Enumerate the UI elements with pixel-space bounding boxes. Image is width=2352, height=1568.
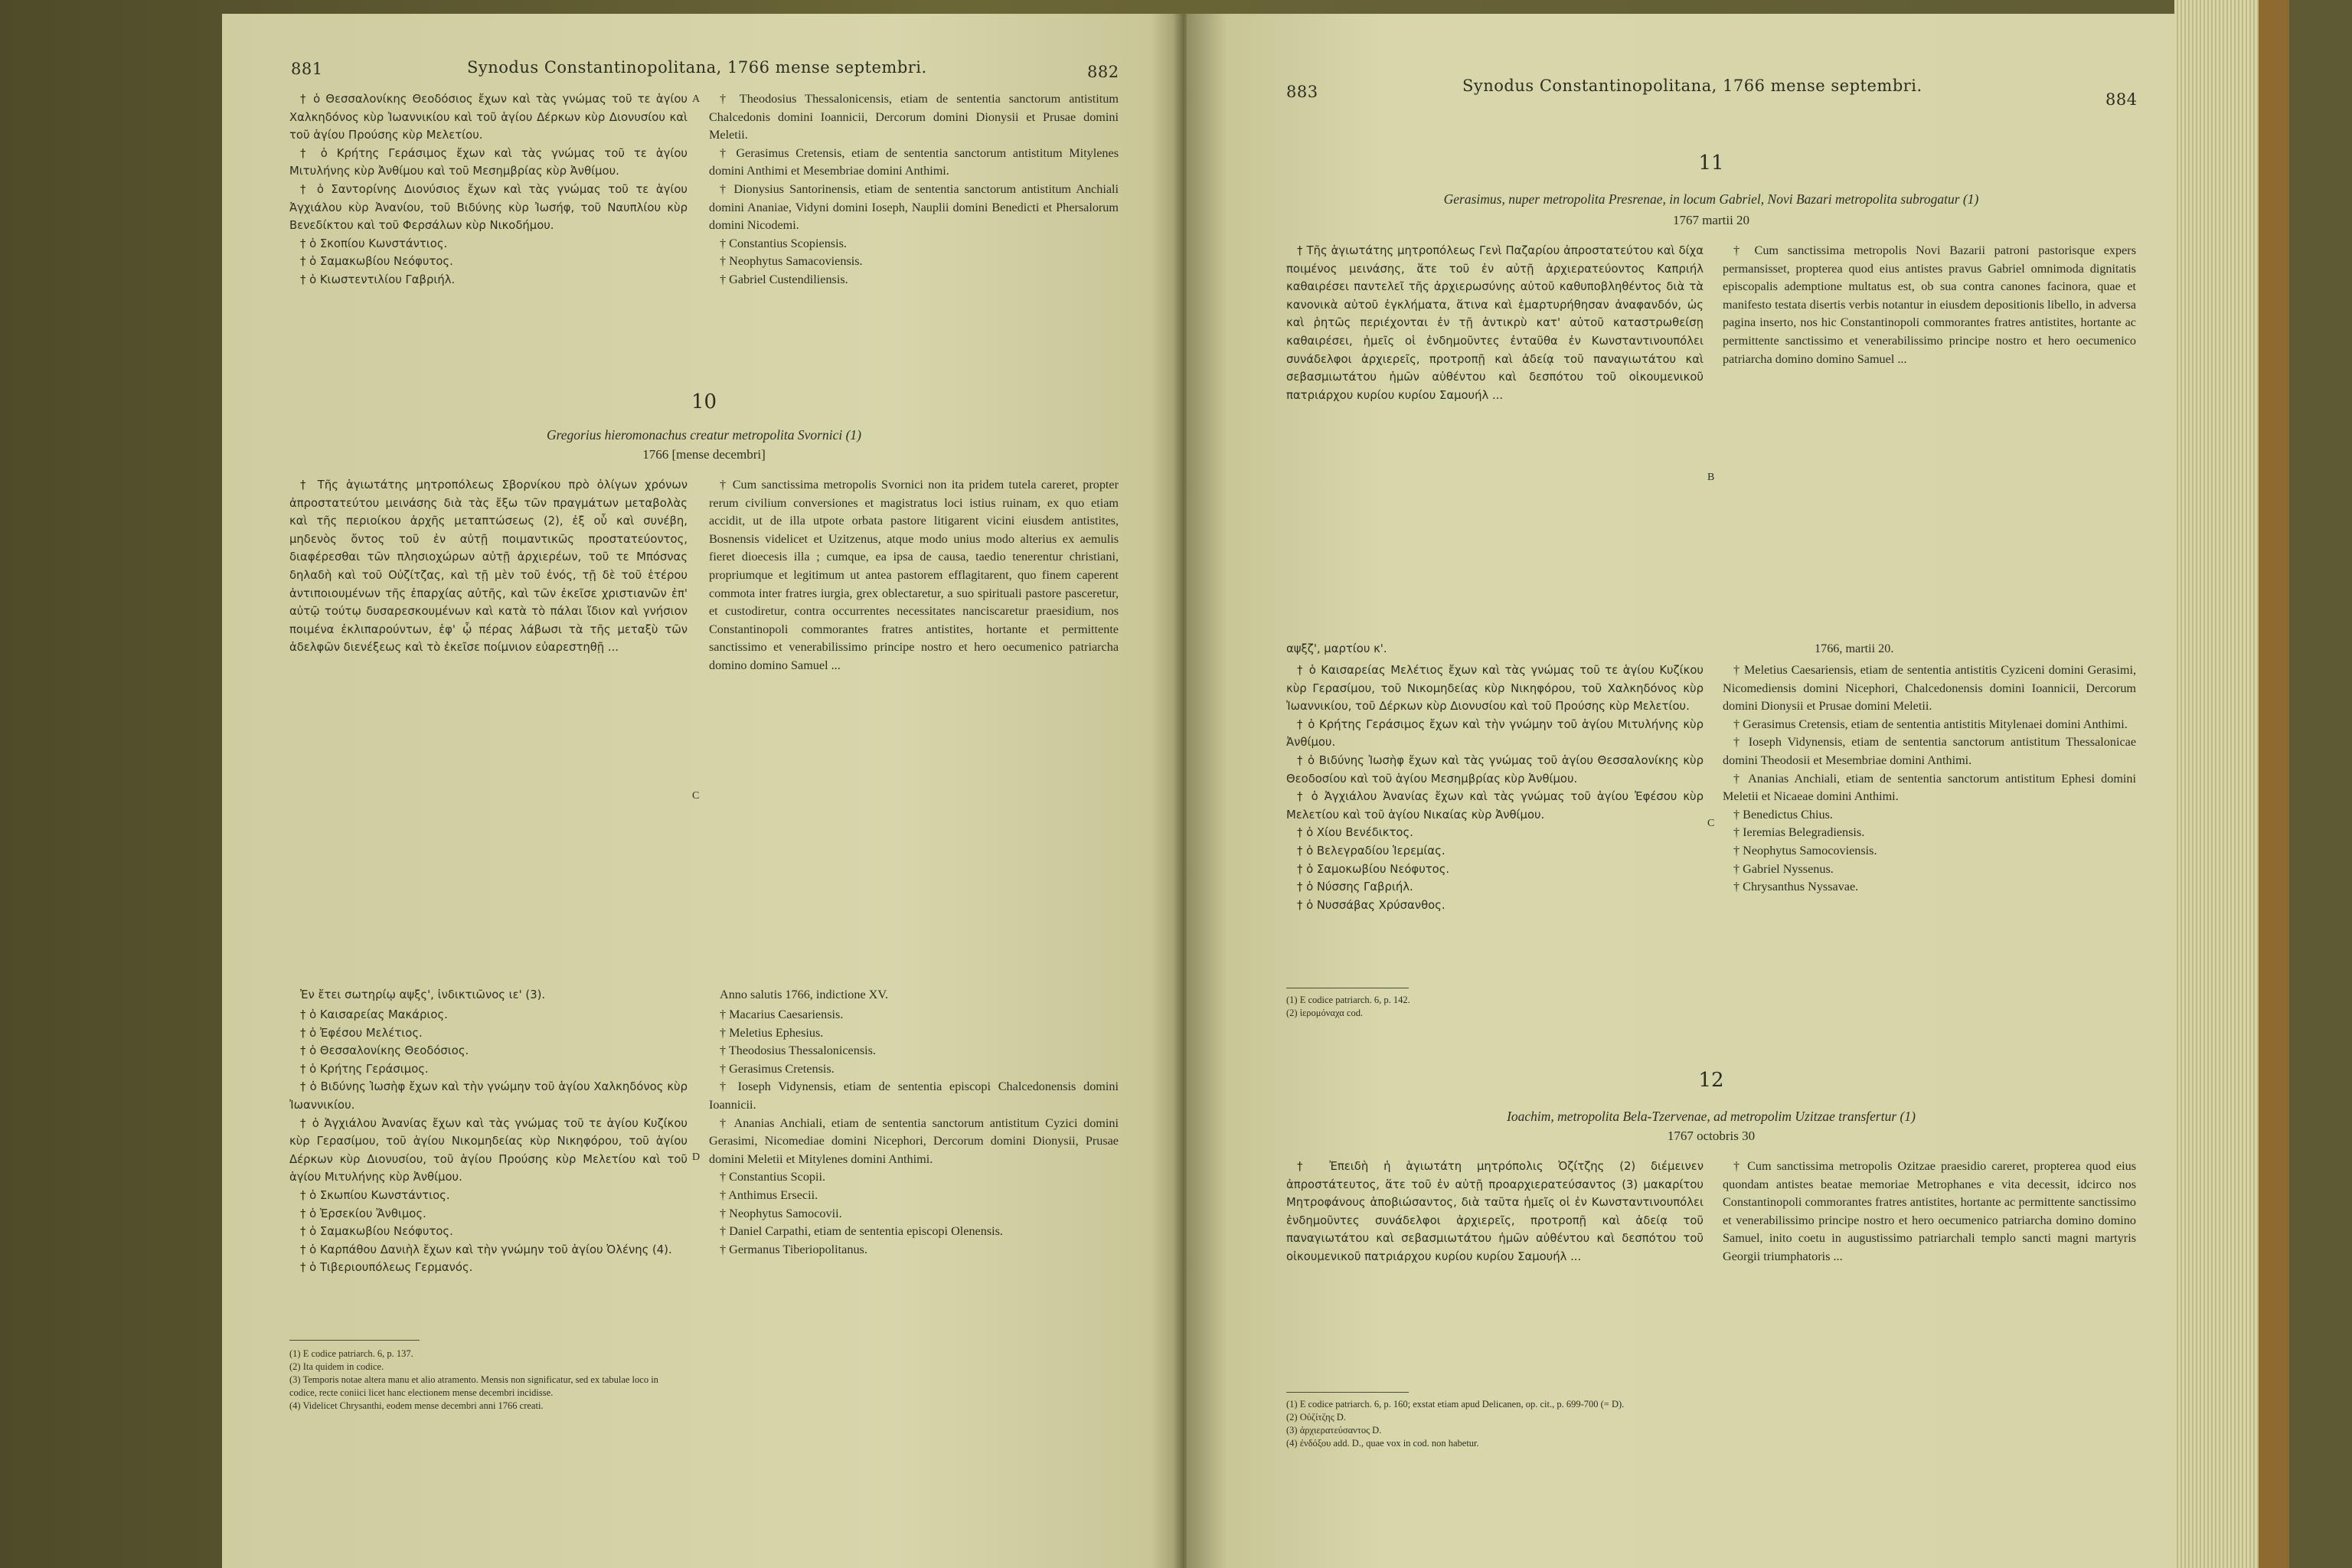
section-11-date: 1767 martii 20 <box>1672 213 1750 227</box>
latin-signature: † Ioseph Vidynensis, etiam de sententia episcopi Chalcedonensis domini Ioannicii. <box>709 1080 1119 1112</box>
footnote: (4) ἐνδόξου add. D., quae vox in cod. non habetur. <box>1286 1438 1479 1449</box>
left-top-greek <box>289 90 688 289</box>
latin-date-line: 1766, martii 20. <box>1815 642 1894 655</box>
greek-paragraph: † Ἐπειδὴ ἡ ἁγιωτάτη μητρόπολις Ὀζίτζης (2) διέμεινεν ἀπροστάτευτος, ἅτε τοῦ ἐν αὐτῇ προαρχιερατεύσαντος (3) μακαρίτου Μητροφάνους ἀποβιώσαντος, διὰ ταῦτα ἡμεῖς οἱ ἐν Κωνσταντινουπόλει ἐνδημοῦντες συνάδελφοι ἀρχιερεῖς, προτροπῇ καὶ ἀδείᾳ τοῦ παναγιωτάτου καὶ σεβασμιωτάτου ἡμῶν αὐθέντου καὶ δεσπότου τοῦ οἰκουμενικοῦ πατριάρχου κυρίου κυρίου Σαμουήλ ... <box>1286 1160 1704 1263</box>
section-10-number: 10 <box>691 390 717 413</box>
latin-signature: † Gerasimus Cretensis. <box>720 1061 835 1076</box>
latin-signature: † Meletius Caesariensis, etiam de sententia antistitis Cyziceni domini Gerasimi, Nicomediensis domini Nicephori, Chalcedonensis domini Ioannicii, Dercorum domini Dionysii et Prusae domini Meletii. <box>1723 663 2136 714</box>
latin-line: † Neophytus Samacoviensis. <box>720 254 863 269</box>
latin-line: † Constantius Scopiensis. <box>720 236 847 250</box>
greek-signature: † ὁ Κρήτης Γεράσιμος. <box>300 1062 429 1076</box>
greek-signature: † ὁ Ἀγχιάλου Ἀνανίας ἔχων καὶ τὰς γνώμας τοῦ ἁγίου Ἐφέσου κὺρ Μελετίου καὶ τοῦ ἁγίου Νικαίας κὺρ Ἀνθίμου. <box>1286 790 1704 822</box>
latin-signature: † Anthimus Ersecii. <box>720 1187 818 1202</box>
margin-letter-c: C <box>692 790 700 802</box>
latin-signature: † Macarius Caesariensis. <box>720 1008 844 1021</box>
greek-signature: † ὁ Κρήτης Γεράσιμος ἔχων καὶ τὴν γνώμην τοῦ ἁγίου Μιτυλήνης κὺρ Ἀνθίμου. <box>1286 717 1704 750</box>
latin-signature: † Theodosius Thessalonicensis. <box>720 1044 876 1058</box>
left-top-latin <box>709 90 1119 289</box>
section-10-greek-signatures <box>289 1006 688 1277</box>
footnote: (1) E codice patriarch. 6, p. 137. <box>289 1348 413 1359</box>
greek-signature: † ὁ Θεσσαλονίκης Θεοδόσιος. <box>300 1044 469 1058</box>
greek-signature: † ὁ Καισαρείας Μελέτιος ἔχων καὶ τὰς γνώμας τοῦ τε ἁγίου Κυζίκου κὺρ Γερασίμου, τοῦ Νικομηδείας κὺρ Νικηφόρου, τοῦ Χαλκηδόνος κὺρ Ἰωαννικίου, τοῦ Δέρκων κὺρ Διονυσίου καὶ τοῦ Προύσης κὺρ Μελετίου. <box>1286 664 1704 714</box>
margin-letter-c-right: C <box>1707 818 1715 829</box>
greek-signature: † ὁ Τιβεριουπόλεως Γερμανός. <box>300 1261 473 1275</box>
footnote-rule <box>289 1340 420 1341</box>
latin-paragraph: † Cum sanctissima metropolis Novi Bazarii patroni pastorisque expers permansisset, propterea quod eius antistes pravus Gabriel omnimoda dignitatis episcopalis ademptione multatus est, ob sua contra canones facinora, quae et manifesto testata disertis verbis notantur in eiusdem depositionis libello, in adversa pagina inserto, nos hic Constantinopoli commorantes fratres antistites, hortante ac permittente sanctissimo et venerabilissimo principe nostro et hero oecumenico patriarcha domino domino Samuel ... <box>1723 243 2136 366</box>
greek-signature: † ὁ Βιδύνης Ἰωσὴφ ἔχων καὶ τὴν γνώμην τοῦ ἁγίου Χαλκηδόνος κὺρ Ἰωαννικίου. <box>289 1080 688 1112</box>
right-page <box>1187 14 2182 1568</box>
footnote: (2) ἱερομόναχα cod. <box>1286 1008 1364 1018</box>
section-10-greek-date <box>289 986 688 1004</box>
greek-paragraph: † Τῆς ἁγιωτάτης μητροπόλεως Γενὶ Παζαρίου ἀπροστατεύτου καὶ δίχα ποιμένος μεινάσης, ἅτε τοῦ ἐν αὐτῇ ἀρχιερατεύοντος Καπριήλ καθαιρέσει παντελεῖ τῆς ἀρχιερωσύνης αὐτοῦ καθυποβληθέντος διὰ τὰ κανονικὰ αὐτοῦ ἐγκλήματα, ἅτινα καὶ ἐμαρτυρήθησαν ἀναφανδόν, ὡς καὶ ῥητῶς περιέχονται ἐν τῇ ἀντικρὺ κατ' αὐτοῦ καταστρωθείσῃ καθαιρέσει, ἡμεῖς οἱ ἐνδημοῦντες ἐνταῦθα ἐν Κωνσταντινουπόλει συνάδελφοι ἀρχιερεῖς, προτροπῇ καὶ ἀδείᾳ τοῦ παναγιωτάτου καὶ σεβασμιωτάτου ἡμῶν αὐθέντου καὶ δεσπότου τοῦ οἰκουμενικοῦ πατριάρχου κυρίου κυρίου Σαμουήλ ... <box>1286 244 1704 402</box>
left-page-number-b: 882 <box>1087 63 1119 81</box>
latin-line: † Gerasimus Cretensis, etiam de sententia sanctorum antistitum Mitylenes domini Anthimi et Mesembriae domini Anthimi. <box>709 145 1119 178</box>
greek-signature: † ὁ Σκωπίου Κωνστάντιος. <box>300 1188 450 1202</box>
greek-line: † ὁ Σκοπίου Κωνστάντιος. <box>300 237 448 250</box>
greek-date-line: αψξζ', μαρτίου κ'. <box>1286 642 1387 655</box>
left-footnotes <box>289 1348 688 1413</box>
left-head-title: Synodus Constantinopolitana, 1766 mense septembri. <box>467 58 927 77</box>
section-10-title: Gregorius hieromonachus creatur metropolita Svornici (1) <box>546 427 862 443</box>
greek-signature: † ὁ Ἀγχιάλου Ἀνανίας ἔχων καὶ τὰς γνώμας τοῦ τε ἁγίου Κυζίκου κὺρ Γερασίμου, τοῦ ἁγίου Νικομηδείας κὺρ Νικηφόρου, τοῦ ἁγίου Δέρκων κὺρ Διονυσίου, τοῦ ἁγίου Προύσης κὺρ Μελετίου καὶ τοῦ ἁγίου Μιτυλήνης κὺρ Ἀνθίμου. <box>289 1116 688 1184</box>
greek-signature: † ὁ Καισαρείας Μακάριος. <box>300 1008 448 1021</box>
book-cover-edge <box>2259 0 2289 1568</box>
greek-line: † ὁ Σαμακωβίου Νεόφυτος. <box>300 255 453 269</box>
section-12-date: 1767 octobris 30 <box>1667 1129 1756 1143</box>
right-footnotes-b <box>1286 1398 1704 1450</box>
margin-letter-d: D <box>692 1152 701 1163</box>
latin-paragraph: † Cum sanctissima metropolis Ozitzae praesidio careret, propterea quod eius quondam antistes beatae memoriae Metrophanes e vita decessit, idcirco nos Constantinopoli commorantes fratres antistites, hortante ac permittente sanctissimo et venerabilissimo principe nostro et hero oecumenico patriarcha domino domino Samuel, inito coetu in augustissimo patriarchali templo sancti magni martyris Georgii triumphatoris ... <box>1723 1159 2136 1263</box>
greek-signature: † ὁ Βελεγραδίου Ἱερεμίας. <box>1297 844 1446 858</box>
footnote-rule <box>1286 1392 1409 1393</box>
latin-signature: † Constantius Scopii. <box>720 1170 826 1184</box>
section-11-greek-date <box>1286 640 1704 658</box>
section-11-greek-body <box>1286 242 1704 640</box>
footnote: (1) E codice patriarch. 6, p. 160; exstat etiam apud Delicanen, op. cit., p. 699-700 (= D). <box>1286 1399 1625 1410</box>
section-10-latin-date <box>709 986 1119 1004</box>
right-page-number-a: 883 <box>1286 83 1318 101</box>
section-12-number: 12 <box>1698 1069 1724 1092</box>
greek-signature: † ὁ Νυσσάβας Χρύσανθος. <box>1297 898 1446 912</box>
greek-paragraph: † Τῆς ἁγιωτάτης μητροπόλεως Σβορνίκου πρὸ ὀλίγων χρόνων ἀπροστατεύτου μεινάσης διὰ τὰς ἔξω τῶν πραγμάτων μεταβολὰς καὶ τῆς περιοίκου ἀρχῆς μεταπτώσεως (2), ἐξ οὗ καὶ συνέβη, μηδενὸς ὄντος τοῦ ἐν αὐτῇ ποιμαντικῶς προστατεύοντος, διαφέρεσθαι τῶν πλησιοχώρων αὐτῇ ἀρχιερέων, τοῦ τε Μπόσνας δηλαδὴ καὶ τοῦ Οὐζίτζας, καὶ τῇ μὲν τοῦ ἑνός, τῇ δὲ τοῦ ἑτέρου ἀντιποιουμένων τῆς ἐπαρχίας αὐτῆς, καὶ τῶν ἐκεῖσε χριστιανῶν ἐπ' αὐτῷ τούτῳ δυσαρεσκουμένων καὶ κατὰ τὸ πάλαι ἴδιον καὶ γνήσιον ποιμένα ἐκλιπαρούντων, ἐφ' ᾧ πέρας λάβωσι τὰ τῆς μεταξὺ τῶν ἀδελφῶν διενέξεως καὶ τὸ ἐκεῖσε ποίμνιον εὐαρεστηθῇ ... <box>289 479 688 655</box>
latin-signature: † Ananias Anchiali, etiam de sententia sanctorum antistitum Ephesi domini Meletii et Nicaeae domini Anthimi. <box>1723 771 2136 804</box>
latin-date-line: Anno salutis 1766, indictione XV. <box>720 988 889 1001</box>
greek-signature: † ὁ Νύσσης Γαβριήλ. <box>1297 880 1413 894</box>
latin-signature: † Germanus Tiberiopolitanus. <box>720 1242 867 1256</box>
latin-signature: † Daniel Carpathi, etiam de sententia episcopi Olenensis. <box>720 1224 1003 1239</box>
section-11-latin-body <box>1723 242 2136 640</box>
right-footnotes-a <box>1286 994 1704 1020</box>
latin-signature: † Meletius Ephesius. <box>720 1025 824 1040</box>
latin-line: † Gabriel Custendiliensis. <box>720 272 848 286</box>
greek-line: † ὁ Σαντορίνης Διονύσιος ἔχων καὶ τὰς γνώμας τοῦ τε ἁγίου Ἀγχιάλου κὺρ Ἀνανίου, τοῦ Βιδύνης κὺρ Ἰωσήφ, τοῦ Ναυπλίου κὺρ Βενεδίκτου καὶ τοῦ Φερσάλων κὺρ Νικοδήμου. <box>289 182 688 233</box>
section-11-number: 11 <box>1698 152 1724 175</box>
open-book <box>191 0 2182 1568</box>
footnote: (1) E codice patriarch. 6, p. 142. <box>1286 995 1410 1005</box>
greek-line: † ὁ Κιωστεντιλίου Γαβριήλ. <box>300 273 456 286</box>
greek-signature: † ὁ Ἐρσεκίου Ἄνθιμος. <box>300 1207 426 1220</box>
greek-line: † ὁ Κρήτης Γεράσιμος ἔχων καὶ τὰς γνώμας τοῦ τε ἁγίου Μιτυλήνης κὺρ Ἀνθίμου καὶ τοῦ Μεσημβρίας κὺρ Ἀνθίμου. <box>289 146 688 178</box>
footnote: (3) Temporis notae altera manu et alio atramento. Mensis non significatur, sed ex tabulae loco in codice, recte coniici licet hanc electionem mense decembri incidisse. <box>289 1374 658 1398</box>
right-page-number-b: 884 <box>2105 90 2138 109</box>
section-11-title: Gerasimus, nuper metropolita Presrenae, in locum Gabriel, Novi Bazari metropolita subrogatur (1) <box>1443 191 1979 207</box>
latin-signature: † Gerasimus Cretensis, etiam de sententia antistitis Mitylenaei domini Anthimi. <box>1733 717 2128 731</box>
section-11-greek-signatures <box>1286 662 1704 914</box>
greek-signature: † ὁ Χίου Βενέδικτος. <box>1297 826 1413 840</box>
latin-signature: † Chrysanthus Nyssavae. <box>1733 880 1859 894</box>
margin-letter-b: B <box>1707 472 1715 483</box>
latin-line: † Dionysius Santorinensis, etiam de sententia sanctorum antistitum Anchiali domini Ananiae, Vidyni domini Ioseph, Nauplii domini Benedicti et Phersalorum domini Nicodemi. <box>709 181 1119 233</box>
footnote: (2) Ita quidem in codice. <box>289 1361 384 1372</box>
left-page <box>222 14 1179 1568</box>
latin-signature: † Neophytus Samocovii. <box>720 1206 842 1220</box>
footnote: (4) Videlicet Chrysanthi, eodem mense decembri anni 1766 creati. <box>289 1400 544 1411</box>
margin-letter-a: A <box>692 93 701 105</box>
section-10-greek-body <box>289 476 688 966</box>
page-edges <box>2174 0 2259 1568</box>
section-12-greek-body <box>1286 1158 1704 1387</box>
section-10-latin-signatures <box>709 1006 1119 1259</box>
latin-signature: † Gabriel Nyssenus. <box>1733 861 1834 876</box>
latin-signature: † Neophytus Samocoviensis. <box>1733 843 1877 858</box>
section-12-latin-body <box>1723 1158 2136 1387</box>
section-10-date: 1766 [mense decembri] <box>642 447 766 462</box>
latin-signature: † Ananias Anchiali, etiam de sententia sanctorum antistitum Cyzici domini Gerasimi, Nicomediae domini Nicephori, Dercorum domini Dionysii, Prusae domini Meletii et Mitylenes domini Anthimi. <box>709 1116 1119 1166</box>
greek-line: † ὁ Θεσσαλονίκης Θεοδόσιος ἔχων καὶ τὰς γνώμας τοῦ τε ἁγίου Χαλκηδόνος κὺρ Ἰωαννικίου καὶ τοῦ ἁγίου Δέρκων κὺρ Διονυσίου καὶ τοῦ ἁγίου Προύσης κὺρ Μελετίου. <box>289 93 688 142</box>
latin-paragraph: † Cum sanctissima metropolis Svornici non ita pridem tutela careret, propter rerum civilium conversiones et magistratus loci istius ruinam, ex quo etiam accidit, ut de illa utpote orbata pastore litigarent vicini eiusdem antistites, Bosnensis videlicet et Uzitzenus, atque modo unius modo alterius ex aemulis fieret dioecesis illa ; cumque, ea ipsa de causa, taedio tenerentur christiani, propriumque et legitimum ut antea pastorem efflagitarent, quo finem caperent commota inter fratres iurgia, grex oblectaretur, a suo spirituali pastore pasceretur, et custodiretur, contra occurrentes necessitates nanciscaretur praesidium, nos Constantinopoli commorantes fratres antistites, hortante et permittente sanctissimo et venerabilissimo principe nostro et hero oecumenico patriarcha domino domino Samuel ... <box>709 478 1119 672</box>
greek-signature: † ὁ Σαμακωβίου Νεόφυτος. <box>300 1225 453 1239</box>
greek-date-line: Ἐν ἔτει σωτηρίῳ αψξς', ἰνδικτιῶνος ιε' (3). <box>300 988 546 1001</box>
greek-signature: † ὁ Βιδύνης Ἰωσὴφ ἔχων καὶ τὰς γνώμας τοῦ ἁγίου Θεσσαλονίκης κὺρ Θεοδοσίου καὶ τοῦ ἁγίου Μεσημβρίας κὺρ Ἀνθίμου. <box>1286 753 1704 786</box>
latin-signature: † Benedictus Chius. <box>1733 807 1833 822</box>
footnote: (3) ἀρχιερατεύσαντος D. <box>1286 1425 1382 1436</box>
greek-signature: † ὁ Ἐφέσου Μελέτιος. <box>300 1026 423 1040</box>
section-12-title: Ioachim, metropolita Bela-Tzervenae, ad metropolim Uzitzae transfertur (1) <box>1507 1109 1916 1124</box>
latin-signature: † Ioseph Vidynensis, etiam de sententia sanctorum antistitum Thessalonicae domini Theodosii et Mesembriae domini Anthimi. <box>1723 735 2136 767</box>
section-11-latin-signatures <box>1723 662 2136 897</box>
footnote: (2) Οὐζίτζης D. <box>1286 1412 1346 1423</box>
greek-signature: † ὁ Καρπάθου Δανιὴλ ἔχων καὶ τὴν γνώμην τοῦ ἁγίου Ὀλένης (4). <box>300 1243 672 1256</box>
latin-signature: † Ieremias Belegradiensis. <box>1733 825 1865 840</box>
section-10-latin-body <box>709 476 1119 966</box>
left-page-number-a: 881 <box>291 60 323 78</box>
latin-line: † Theodosius Thessalonicensis, etiam de sententia sanctorum antistitum Chalcedonis domini Ioannicii, Dercorum domini Dionysii et Prusae domini Meletii. <box>709 92 1119 142</box>
section-11-latin-date <box>1723 640 2136 658</box>
greek-signature: † ὁ Σαμοκωβίου Νεόφυτος. <box>1297 862 1450 876</box>
right-head-title: Synodus Constantinopolitana, 1766 mense septembri. <box>1462 77 1922 95</box>
